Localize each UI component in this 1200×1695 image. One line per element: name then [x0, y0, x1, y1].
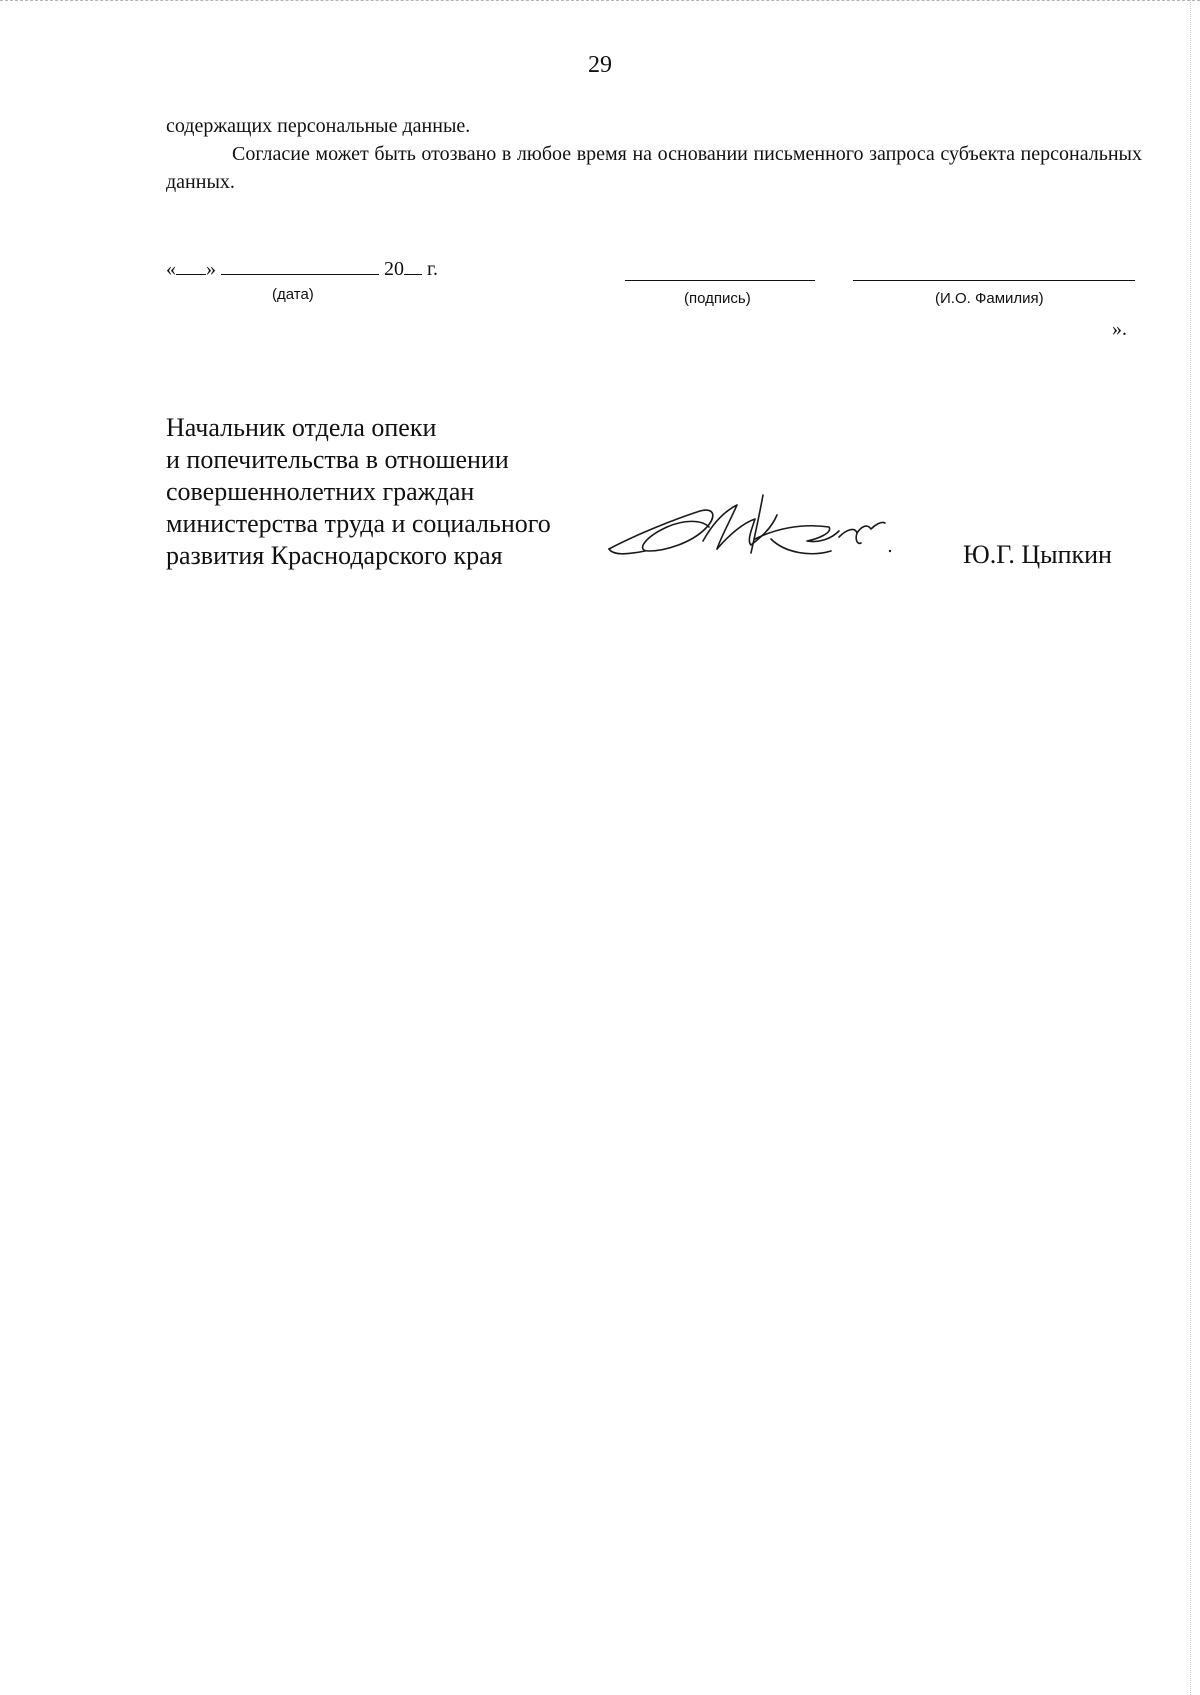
open-quote: « [166, 258, 176, 280]
month-blank [221, 258, 379, 275]
scan-right-edge [1190, 0, 1192, 1695]
signatory-title-line: и попечительства в отношении [166, 445, 509, 474]
signatory-title-line: Начальник отдела опеки [166, 413, 437, 442]
close-quote: » [206, 258, 216, 280]
year-prefix: 20 [384, 258, 404, 280]
signatory-title-line: совершеннолетних граждан [166, 477, 475, 506]
consent-revocation-paragraph: Согласие может быть отозвано в любое время на основании письменного запроса субъекта персональных данных. [166, 143, 1142, 193]
date-field [166, 258, 476, 308]
year-suffix: г. [427, 258, 438, 280]
day-blank [176, 258, 206, 275]
scan-top-border [0, 0, 1200, 3]
closing-quote: ». [1112, 318, 1127, 340]
signatory-name: Ю.Г. Цыпкин [963, 540, 1112, 569]
date-line [166, 258, 476, 281]
signatory-title [166, 412, 606, 572]
handwritten-signature [605, 493, 895, 563]
signature-caption: (подпись) [684, 290, 751, 307]
signatory-title-line: развития Краснодарского края [166, 541, 503, 570]
signatory-title-line: министерства труда и социального [166, 509, 551, 538]
page-number: 29 [588, 52, 612, 78]
year-blank [404, 258, 422, 275]
name-caption: (И.О. Фамилия) [935, 290, 1044, 307]
body-line-continued: содержащих персональные данные. [166, 115, 471, 137]
date-caption: (дата) [272, 286, 314, 303]
signature-blank-line [625, 280, 815, 281]
name-blank-line [853, 280, 1135, 281]
body-text [166, 112, 1142, 196]
